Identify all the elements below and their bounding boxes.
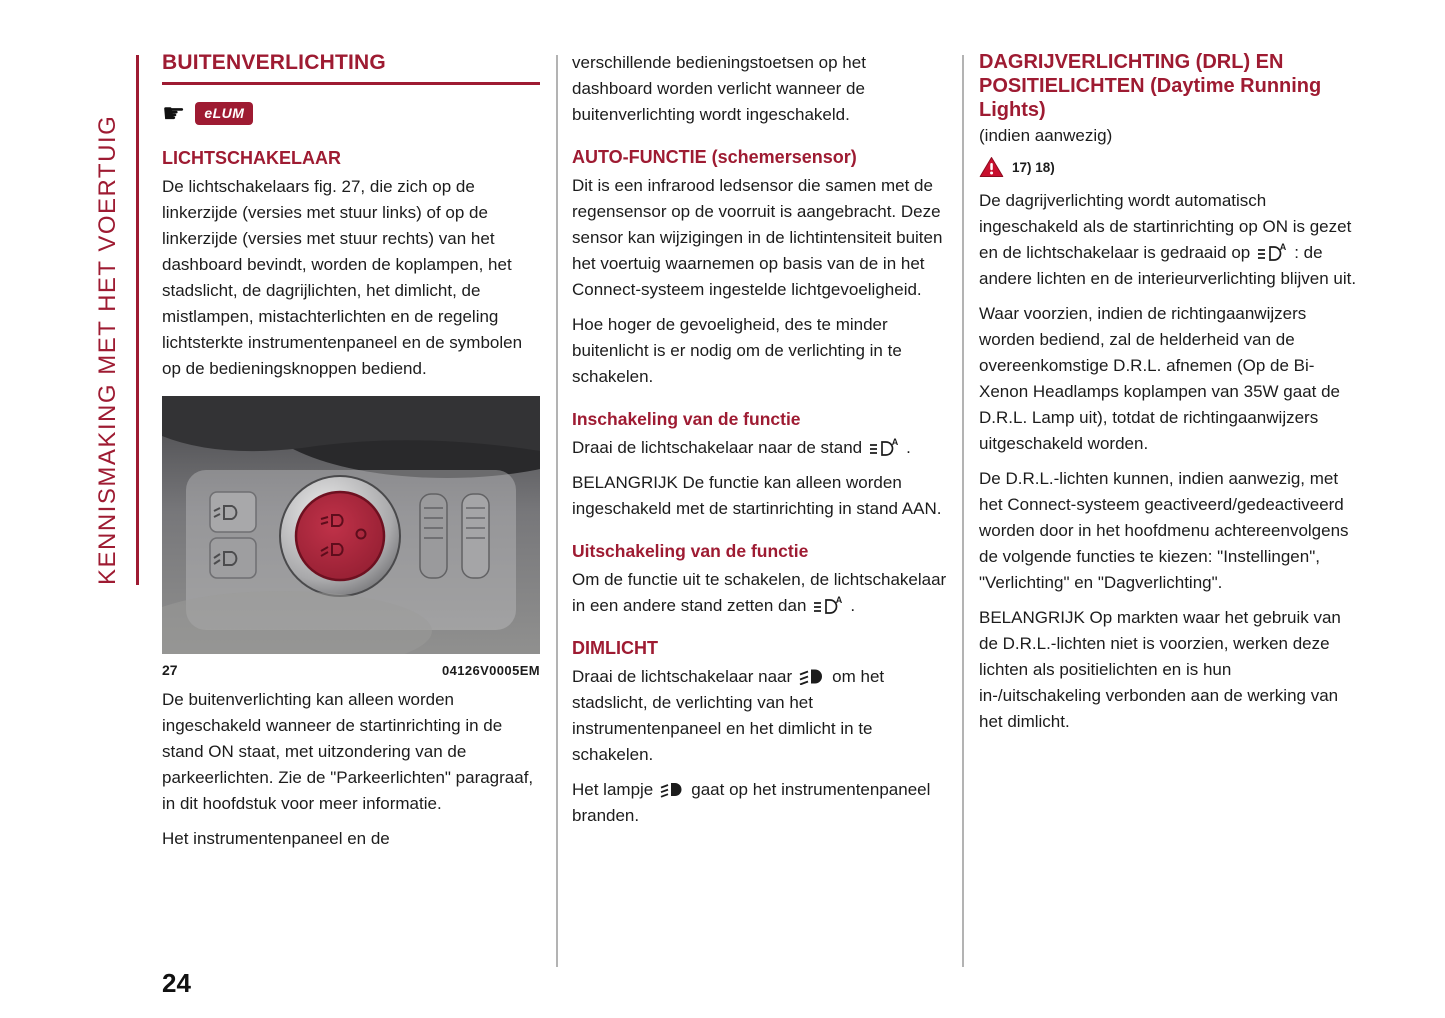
paragraph-inschakeling — [572, 435, 947, 461]
paragraph-auto-gevoeligheid: Hoe hoger de gevoeligheid, des te minder buitenlicht is er nodig om de verlichting in te schakelen. — [572, 315, 902, 386]
svg-text:A: A — [891, 437, 899, 447]
heading-lichtschakelaar: LICHTSCHAKELAAR — [162, 148, 341, 168]
column-1 — [162, 50, 540, 852]
svg-text:A: A — [1279, 242, 1287, 252]
figure-light-switch-photo — [162, 396, 540, 654]
heading-uitschakeling: Uitschakeling van de functie — [572, 541, 809, 561]
warning-triangle-icon — [979, 156, 1004, 178]
auto-headlight-icon — [868, 437, 900, 456]
paragraph-drl-auto — [979, 188, 1357, 292]
text-before-icon: Om de functie uit te schakelen, de lichtschakelaar in een andere stand zetten dan — [572, 570, 947, 615]
section-title-buitenverlichting: BUITENVERLICHTING — [162, 51, 386, 74]
elum-badge: eLUM — [195, 102, 253, 125]
heading-inschakeling: Inschakeling van de functie — [572, 409, 801, 429]
text-before-icon: De dagrijverlichting wordt automatisch ingeschakeld als de startinrichting op ON is gezet en de lichtschakelaar is gedraaid op — [979, 191, 1352, 262]
figure-code: 04126V0005EM — [441, 663, 540, 678]
paragraph-belangrijk-aan: BELANGRIJK De functie kan alleen worden ingeschakeld met de startinrichting in stand AAN. — [572, 473, 942, 518]
heading-dimlicht: DIMLICHT — [572, 638, 658, 658]
paragraph-lichtschakelaar: De lichtschakelaars fig. 27, die zich op de linkerzijde (versies met stuur links) of op de linkerzijde (versies met stuur rechts) van het dashboard bevindt, worden de koplampen, het stadslicht, de dagrijlichten, het dimlicht, de mistlampen, mistachterlichten en de regeling lichtsterkte instrumentenpaneel en de symbolen op de bedieningsknoppen bediend. — [162, 177, 523, 378]
svg-text:A: A — [836, 595, 843, 605]
paragraph-dimlicht — [572, 664, 947, 768]
paragraph-drl-connect: De D.R.L.-lichten kunnen, indien aanwezig, met het Connect-systeem geactiveerd/gedeactiveerd worden door in het hoofdmenu achtereenvolgens de volgende functies te kiezen: "Instellingen", "Verlichting" en "Dagverlichting". — [979, 469, 1349, 592]
paragraph-auto-sensor: Dit is een infrarood ledsensor die samen met de regensensor op de voorruit is aangebracht. Deze sensor kan wijzigingen in de lichtintensiteit buiten het voertuig waarnemen op basis van de in het Connect-systeem ingestelde lichtgevoeligheid. — [572, 176, 943, 299]
text-before-icon: Draai de lichtschakelaar naar de stand — [572, 438, 863, 457]
column-2 — [572, 50, 947, 829]
paragraph-instrumentenpaneel: Het instrumentenpaneel en de — [162, 829, 390, 848]
text-before-icon: Draai de lichtschakelaar naar — [572, 667, 793, 686]
chapter-title-vertical: KENNISMAKING MET HET VOERTUIG — [94, 114, 121, 585]
text-after-icon: om het stadslicht, de verlichting van het instrumentenpaneel en het dimlicht in te schakelen. — [572, 667, 885, 764]
note-references: 17) 18) — [1012, 159, 1055, 175]
heading-auto-functie: AUTO-FUNCTIE (schemersensor) — [572, 147, 857, 167]
page-number: 24 — [162, 968, 191, 998]
auto-headlight-icon — [1256, 242, 1288, 261]
text-after-icon: gaat op het instrumentenpaneel branden. — [572, 780, 931, 825]
drl-subtitle: (indien aanwezig) — [979, 126, 1113, 145]
elum-icon-row — [162, 97, 540, 129]
paragraph-lampje — [572, 777, 947, 829]
low-beam-indicator-icon — [659, 782, 685, 798]
figure-number: 27 — [162, 662, 178, 678]
paragraph-drl-richtingaanwijzers: Waar voorzien, indien de richtingaanwijzers worden bediend, zal de helderheid van de overeenkomstige D.R.L. afnemen (Op de Bi-Xenon Headlamps koplampen van 35W gaat de D.R.L. Lamp uit), totdat de richtingaanwijzers uitgeschakeld worden. — [979, 304, 1341, 453]
section-title-drl: DAGRIJVERLICHTING (DRL) EN POSITIELICHTEN (Daytime Running Lights) — [979, 51, 1322, 121]
paragraph-continuation: verschillende bedieningstoetsen op het dashboard worden verlicht wanneer de buitenverlichting wordt ingeschakeld. — [572, 53, 866, 124]
paragraph-uitschakeling — [572, 567, 947, 619]
sidebar-rule — [136, 55, 139, 585]
column-divider-2 — [962, 55, 964, 967]
paragraph-drl-belangrijk: BELANGRIJK Op markten waar het gebruik van de D.R.L.-lichten niet is voorzien, werken deze lichten als positielichten en is hun in-/uitschakeling verbonden aan de werking van het dimlicht. — [979, 608, 1341, 731]
low-beam-icon — [798, 668, 826, 685]
text-after-icon: . — [850, 596, 856, 615]
pointing-hand-icon: ☛ — [162, 98, 186, 128]
light-switch-illustration — [162, 396, 540, 654]
text-after-icon: : de andere lichten en de interieurverlichting blijven uit. — [979, 243, 1357, 288]
warning-row — [979, 156, 1357, 178]
figure-caption-row — [162, 662, 540, 678]
column-3 — [979, 50, 1357, 735]
text-before-icon: Het lampje — [572, 780, 654, 799]
column-divider-1 — [556, 55, 558, 967]
auto-headlight-icon — [812, 595, 844, 614]
text-after-icon: . — [906, 438, 911, 457]
section-title-rule — [162, 82, 540, 85]
paragraph-buitenverlichting-on: De buitenverlichting kan alleen worden ingeschakeld wanneer de startinrichting in de stand ON staat, met uitzondering van de parkeerlichten. Zie de "Parkeerlichten" paragraaf, in dit hoofdstuk voor meer informatie. — [162, 690, 534, 813]
